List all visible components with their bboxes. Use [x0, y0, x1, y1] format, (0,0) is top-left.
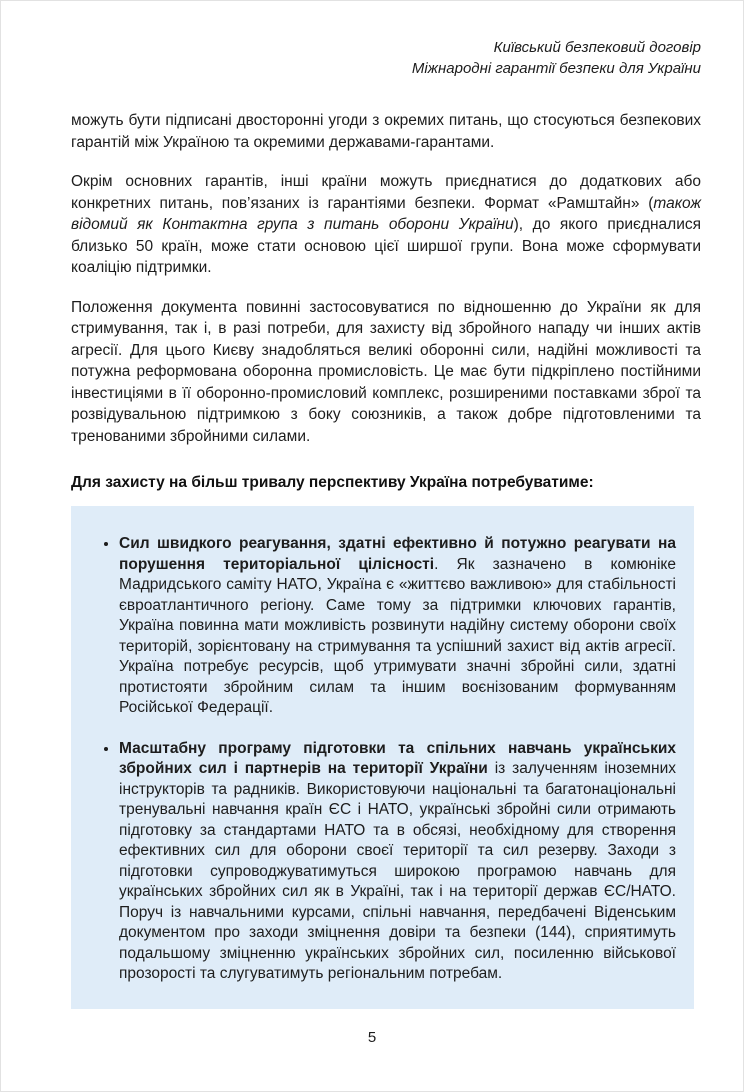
paragraph-3: Положення документа повинні застосовуватися по відношенню до України як для стримування, так і, в разі потреби, для захисту від збройного нападу чи інших актів агресії. Для цього Києву знадобляться великі оборонні сили, надійні можливості та потужна реформована оборонна промисловість. Це має бути підкріплено постійними інвестиціями в її оборонно-промисловий комплекс, розширеними поставками зброї та розвідувальною підтримкою з боку союзників, а також добре підготовленими та тренованими збройними силами. [71, 298, 701, 445]
page-content [71, 37, 701, 1009]
page-number: 5 [367, 1029, 377, 1046]
header-subtitle-line: Міжнародні гарантії безпеки для України [411, 60, 701, 77]
header-title-line: Київський безпековий договір [493, 39, 701, 56]
callout-list [71, 534, 680, 985]
callout-bullet-1: • Сил швидкого реагування, здатні ефективно й потужно реагувати на порушення територіальної цілісності. Як зазначено в комюніке Мадридського саміту НАТО, Україна є «життєво важливою» для стабільності євроатлантичного регіону. Саме тому за підтримки ключових гарантів, Україна повинна мати можливість розвинути надійну систему оборони своїх територій, зорієнтовану на стримування та успішний захист від актів агресії. Україна потребує ресурсів, щоб утримувати значні збройні сили, здатні протистояти збройним силам та іншим воєнізованим формуванням Російської Федерації. [119, 534, 680, 719]
body-copy [71, 110, 701, 1009]
document-header [71, 37, 701, 79]
section-heading: Для захисту на більш тривалу перспективу Україна потребуватиме: [71, 474, 594, 491]
paragraph-2: Окрім основних гарантів, інші країни можуть приєднатися до додаткових або конкретних питань, пов’язаних із гарантіями безпеки. Формат «Рамштайн» (також відомий як Контактна група з питань оборони України), до якого приєдналися близько 50 країн, може стати основою цієї ширшої групи. Вона може сформувати коаліцію підтримки. [71, 173, 702, 276]
callout-bullet-2: • Масштабну програму підготовки та спільних навчань українських збройних сил і партнерів на території України із залученням іноземних інструкторів та радників. Використовуючи національні та багатонаціональні тренувальні навчання країн ЄС і НАТО, українські збройні сили отримають підготовку за стандартами НАТО та в обсязі, необхідному для створення ефективних сил для оборони своєї території та сил резерву. Заходи з підготовки супроводжуватимуться широкою програмою навчань для українських збройних сил як в Україні, так і на території держав ЄС/НАТО. Поруч із навчальними курсами, спільні навчання, передбачені Віденським документом про заходи зміцнення довіри та безпеки (144), сприятимуть подальшому зміцненню українських збройних сил, посиленню військової прозорості та слугуватимуть регіональним потребам. [119, 739, 680, 985]
paragraph-1: можуть бути підписані двосторонні угоди з окремих питань, що стосуються безпекових гарантій між Україною та окремими державами-гарантами. [71, 112, 701, 151]
callout-box [71, 506, 694, 1009]
